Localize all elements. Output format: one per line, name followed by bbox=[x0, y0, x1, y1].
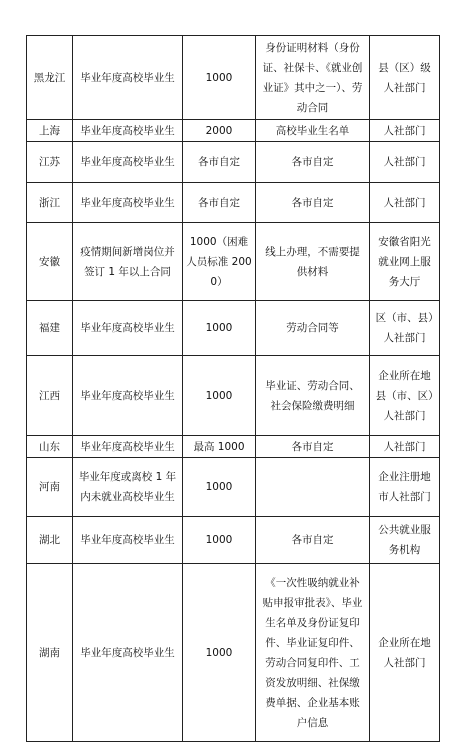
table-row bbox=[27, 223, 440, 301]
subsidy-amount-cell: 1000 bbox=[183, 356, 256, 436]
target-group-cell: 毕业年度高校毕业生 bbox=[73, 517, 183, 564]
subsidy-amount-cell: 1000 bbox=[183, 564, 256, 742]
target-group-cell: 毕业年度高校毕业生 bbox=[73, 564, 183, 742]
province-cell: 福建 bbox=[27, 301, 73, 356]
table-row bbox=[27, 36, 440, 120]
province-cell: 湖北 bbox=[27, 517, 73, 564]
required-materials-cell bbox=[256, 458, 370, 517]
required-materials-cell: 毕业证、劳动合同、社会保险缴费明细 bbox=[256, 356, 370, 436]
required-materials-cell: 各市自定 bbox=[256, 183, 370, 223]
handling-department-cell: 人社部门 bbox=[370, 120, 440, 142]
handling-department-cell: 人社部门 bbox=[370, 142, 440, 183]
subsidy-amount-cell: 2000 bbox=[183, 120, 256, 142]
target-group-cell: 毕业年度高校毕业生 bbox=[73, 183, 183, 223]
province-cell: 山东 bbox=[27, 436, 73, 458]
province-cell: 江西 bbox=[27, 356, 73, 436]
province-cell: 浙江 bbox=[27, 183, 73, 223]
handling-department-cell: 公共就业服务机构 bbox=[370, 517, 440, 564]
target-group-cell: 毕业年度高校毕业生 bbox=[73, 436, 183, 458]
table-row bbox=[27, 458, 440, 517]
table-row bbox=[27, 356, 440, 436]
target-group-cell: 毕业年度高校毕业生 bbox=[73, 36, 183, 120]
handling-department-cell: 企业注册地市人社部门 bbox=[370, 458, 440, 517]
handling-department-cell: 安徽省阳光就业网上服务大厅 bbox=[370, 223, 440, 301]
subsidy-amount-cell: 1000 bbox=[183, 301, 256, 356]
target-group-cell: 毕业年度高校毕业生 bbox=[73, 120, 183, 142]
required-materials-cell: 各市自定 bbox=[256, 142, 370, 183]
province-cell: 江苏 bbox=[27, 142, 73, 183]
subsidy-policy-table bbox=[26, 35, 440, 742]
required-materials-cell: 高校毕业生名单 bbox=[256, 120, 370, 142]
handling-department-cell: 区（市、县）人社部门 bbox=[370, 301, 440, 356]
required-materials-cell: 线上办理，不需要提供材料 bbox=[256, 223, 370, 301]
required-materials-cell: 《一次性吸纳就业补贴申报审批表》、毕业生名单及身份证复印件、毕业证复印件、劳动合同复印件、工资发放明细、社保缴费单据、企业基本账户信息 bbox=[256, 564, 370, 742]
target-group-cell: 毕业年度高校毕业生 bbox=[73, 301, 183, 356]
target-group-cell: 毕业年度高校毕业生 bbox=[73, 356, 183, 436]
province-cell: 河南 bbox=[27, 458, 73, 517]
province-cell: 安徽 bbox=[27, 223, 73, 301]
table-row bbox=[27, 142, 440, 183]
table-row bbox=[27, 120, 440, 142]
required-materials-cell: 各市自定 bbox=[256, 517, 370, 564]
subsidy-amount-cell: 各市自定 bbox=[183, 142, 256, 183]
subsidy-amount-cell: 各市自定 bbox=[183, 183, 256, 223]
subsidy-amount-cell: 1000（困难人员标准 2000） bbox=[183, 223, 256, 301]
required-materials-cell: 各市自定 bbox=[256, 436, 370, 458]
required-materials-cell: 劳动合同等 bbox=[256, 301, 370, 356]
handling-department-cell: 企业所在地县（市、区）人社部门 bbox=[370, 356, 440, 436]
subsidy-amount-cell: 1000 bbox=[183, 517, 256, 564]
target-group-cell: 毕业年度或离校 1 年内未就业高校毕业生 bbox=[73, 458, 183, 517]
table-row bbox=[27, 436, 440, 458]
required-materials-cell: 身份证明材料（身份证、社保卡、《就业创业证》其中之一）、劳动合同 bbox=[256, 36, 370, 120]
table-row bbox=[27, 183, 440, 223]
province-cell: 黑龙江 bbox=[27, 36, 73, 120]
subsidy-amount-cell: 1000 bbox=[183, 458, 256, 517]
province-cell: 上海 bbox=[27, 120, 73, 142]
target-group-cell: 疫情期间新增岗位并签订 1 年以上合同 bbox=[73, 223, 183, 301]
province-cell: 湖南 bbox=[27, 564, 73, 742]
table-row bbox=[27, 564, 440, 742]
handling-department-cell: 县（区）级人社部门 bbox=[370, 36, 440, 120]
table-row bbox=[27, 517, 440, 564]
target-group-cell: 毕业年度高校毕业生 bbox=[73, 142, 183, 183]
handling-department-cell: 企业所在地人社部门 bbox=[370, 564, 440, 742]
subsidy-amount-cell: 1000 bbox=[183, 36, 256, 120]
handling-department-cell: 人社部门 bbox=[370, 436, 440, 458]
handling-department-cell: 人社部门 bbox=[370, 183, 440, 223]
subsidy-amount-cell: 最高 1000 bbox=[183, 436, 256, 458]
table-row bbox=[27, 301, 440, 356]
